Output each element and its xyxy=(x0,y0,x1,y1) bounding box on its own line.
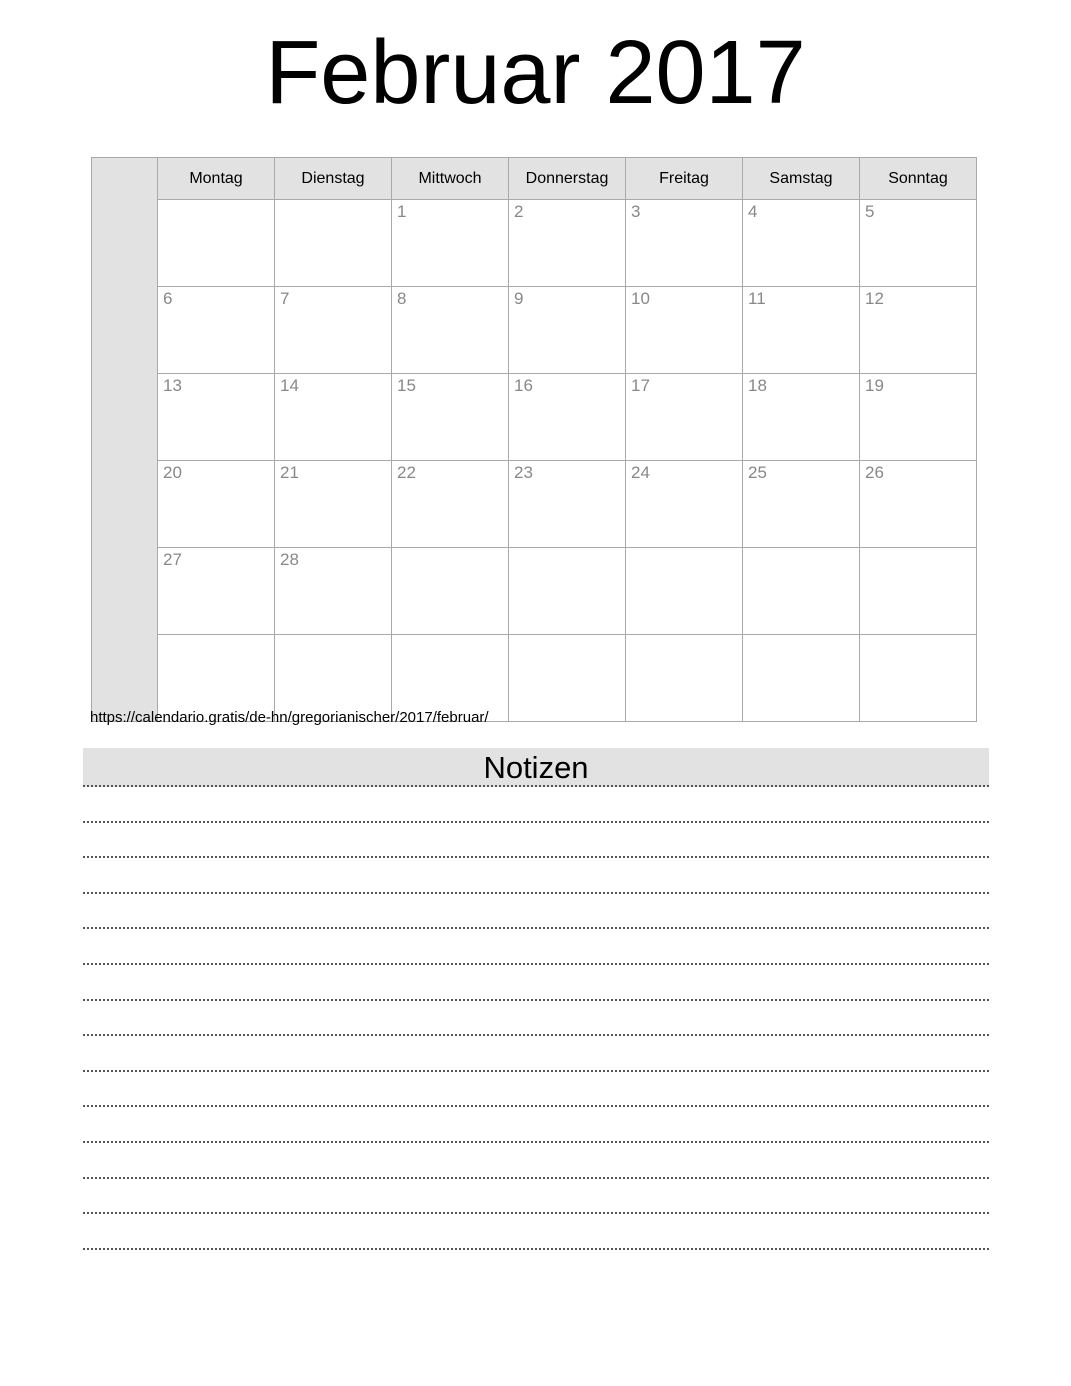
day-cell: 15 xyxy=(392,374,509,461)
day-cell: 13 xyxy=(158,374,275,461)
note-line xyxy=(83,1072,989,1108)
day-cell: 16 xyxy=(509,374,626,461)
day-cell: 4 xyxy=(743,200,860,287)
weekday-header-sonntag: Sonntag xyxy=(860,158,977,200)
day-cell: 27 xyxy=(158,548,275,635)
day-cell xyxy=(509,635,626,722)
calendar-week-row xyxy=(92,548,977,635)
day-cell: 2 xyxy=(509,200,626,287)
day-cell xyxy=(392,548,509,635)
note-line xyxy=(83,929,989,965)
notes-section xyxy=(83,748,989,1250)
notes-title: Notizen xyxy=(83,748,989,787)
weekday-header-donnerstag: Donnerstag xyxy=(509,158,626,200)
note-line xyxy=(83,858,989,894)
day-cell xyxy=(626,548,743,635)
weekday-header-dienstag: Dienstag xyxy=(275,158,392,200)
day-cell: 19 xyxy=(860,374,977,461)
day-cell: 18 xyxy=(743,374,860,461)
note-line xyxy=(83,1214,989,1250)
weekday-header-mittwoch: Mittwoch xyxy=(392,158,509,200)
page-title: Februar 2017 xyxy=(265,23,806,123)
day-cell: 8 xyxy=(392,287,509,374)
calendar-week-row xyxy=(92,200,977,287)
day-cell: 17 xyxy=(626,374,743,461)
day-cell xyxy=(743,548,860,635)
day-cell: 25 xyxy=(743,461,860,548)
calendar-week-row xyxy=(92,461,977,548)
day-cell: 7 xyxy=(275,287,392,374)
day-cell xyxy=(743,635,860,722)
note-line xyxy=(83,787,989,823)
day-cell: 1 xyxy=(392,200,509,287)
day-cell: 9 xyxy=(509,287,626,374)
day-cell: 26 xyxy=(860,461,977,548)
note-line xyxy=(83,1001,989,1037)
day-cell xyxy=(509,548,626,635)
day-cell: 22 xyxy=(392,461,509,548)
day-cell: 23 xyxy=(509,461,626,548)
day-cell xyxy=(860,548,977,635)
note-line xyxy=(83,1179,989,1215)
note-line xyxy=(83,1036,989,1072)
calendar-week-row xyxy=(92,374,977,461)
week-number-column xyxy=(92,158,158,722)
day-cell xyxy=(158,200,275,287)
source-url: https://calendario.gratis/de-hn/gregorianischer/2017/februar/ xyxy=(90,709,489,726)
calendar-table xyxy=(91,157,977,722)
day-cell: 3 xyxy=(626,200,743,287)
day-cell xyxy=(626,635,743,722)
weekday-header-row xyxy=(92,158,977,200)
weekday-header-samstag: Samstag xyxy=(743,158,860,200)
weekday-header-freitag: Freitag xyxy=(626,158,743,200)
day-cell: 21 xyxy=(275,461,392,548)
calendar-week-row xyxy=(92,287,977,374)
note-line xyxy=(83,823,989,859)
day-cell: 20 xyxy=(158,461,275,548)
day-cell: 10 xyxy=(626,287,743,374)
note-line xyxy=(83,1143,989,1179)
day-cell: 12 xyxy=(860,287,977,374)
day-cell: 14 xyxy=(275,374,392,461)
day-cell: 6 xyxy=(158,287,275,374)
day-cell: 11 xyxy=(743,287,860,374)
note-line xyxy=(83,894,989,930)
note-lines xyxy=(83,787,989,1250)
day-cell: 5 xyxy=(860,200,977,287)
weekday-header-montag: Montag xyxy=(158,158,275,200)
note-line xyxy=(83,1107,989,1143)
note-line xyxy=(83,965,989,1001)
day-cell: 24 xyxy=(626,461,743,548)
day-cell xyxy=(275,200,392,287)
day-cell xyxy=(860,635,977,722)
day-cell: 28 xyxy=(275,548,392,635)
